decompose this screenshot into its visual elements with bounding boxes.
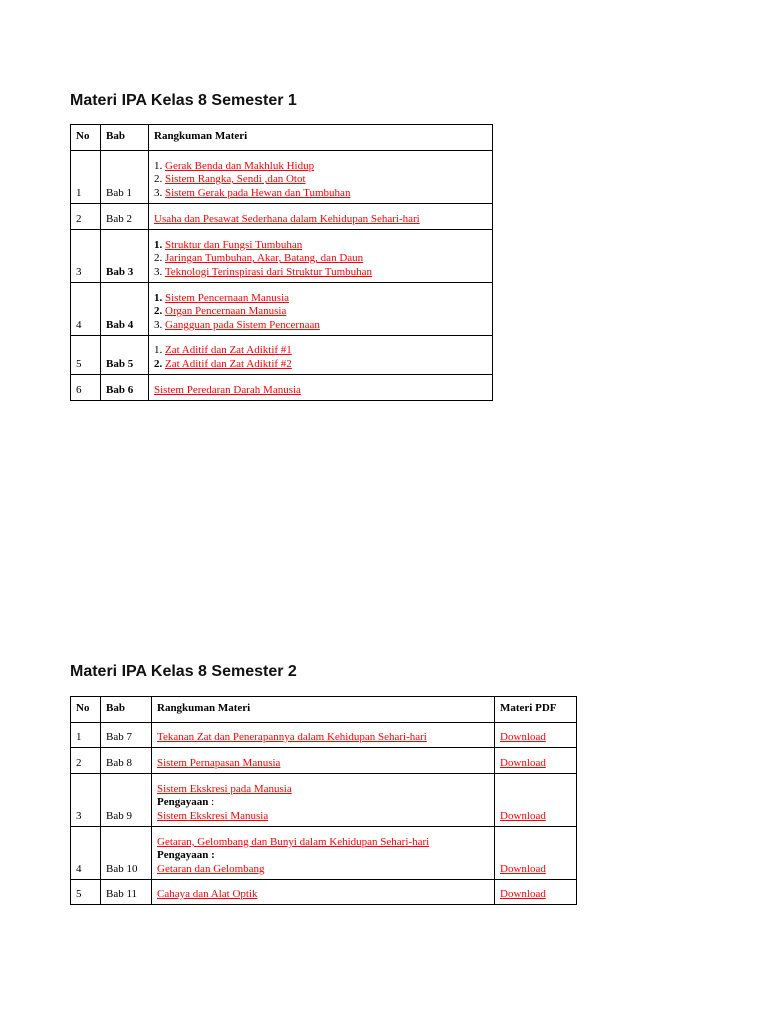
list-item — [154, 173, 487, 186]
item-prefix: 3. — [154, 318, 165, 331]
row-number: 1 — [71, 151, 101, 204]
table-row — [71, 204, 493, 230]
table-row — [71, 748, 577, 774]
semester-2-table — [70, 696, 577, 905]
material-link[interactable]: Gerak Benda dan Makhluk Hidup — [165, 159, 315, 172]
material-link[interactable]: Sistem Rangka, Sendi ,dan Otot — [165, 173, 306, 186]
item-prefix: 2. — [154, 357, 165, 370]
pdf-cell — [495, 748, 577, 774]
enrichment-label: Pengayaan — [157, 796, 209, 809]
semester-2-title: Materi IPA Kelas 8 Semester 2 — [70, 663, 297, 680]
item-prefix: 3. — [154, 186, 165, 199]
semester-1-table — [70, 124, 493, 401]
chapter-label: Bab 3 — [101, 230, 149, 283]
material-link[interactable]: Sistem Peredaran Darah Manusia — [154, 383, 301, 396]
list-item — [154, 358, 487, 371]
item-prefix: 1. — [154, 344, 165, 357]
summary-cell — [149, 283, 493, 336]
header-pdf: Materi PDF — [495, 697, 577, 723]
material-link[interactable]: Teknologi Terinspirasi dari Struktur Tumbuhan — [164, 265, 373, 278]
chapter-label: Bab 7 — [101, 723, 152, 748]
enrichment-label: Pengayaan : — [157, 849, 215, 862]
material-link[interactable]: Sistem Pernapasan Manusia — [157, 756, 281, 769]
summary-cell — [149, 336, 493, 375]
list-item — [154, 292, 487, 305]
material-link[interactable]: Struktur dan Fungsi Tumbuhan — [165, 238, 303, 251]
download-link[interactable]: Download — [500, 730, 546, 743]
material-link[interactable]: Gangguan pada Sistem Pencernaan — [165, 318, 320, 331]
semester-1-title: Materi IPA Kelas 8 Semester 1 — [70, 92, 297, 109]
chapter-label: Bab 8 — [101, 748, 152, 774]
chapter-label: Bab 11 — [101, 880, 152, 905]
download-link[interactable]: Download — [500, 887, 546, 900]
chapter-label: Bab 2 — [101, 204, 149, 230]
list-item — [154, 305, 487, 318]
material-link[interactable]: Cahaya dan Alat Optik — [157, 887, 258, 900]
table-row — [71, 827, 577, 880]
chapter-label: Bab 6 — [101, 375, 149, 401]
table-row — [71, 283, 493, 336]
material-link[interactable]: Sistem Gerak pada Hewan dan Tumbuhan — [165, 186, 351, 199]
chapter-label: Bab 10 — [101, 827, 152, 880]
enrichment-line — [157, 849, 489, 862]
table-row — [71, 723, 577, 748]
header-bab: Bab — [101, 697, 152, 723]
download-link[interactable]: Download — [500, 809, 546, 822]
row-number: 3 — [71, 774, 101, 827]
row-number: 2 — [71, 204, 101, 230]
pdf-cell — [495, 880, 577, 905]
table-row — [71, 880, 577, 905]
row-number: 5 — [71, 336, 101, 375]
row-number: 1 — [71, 723, 101, 748]
summary-cell — [149, 204, 493, 230]
list-item — [154, 213, 487, 226]
row-number: 3 — [71, 230, 101, 283]
item-prefix: 2. — [154, 252, 165, 265]
item-prefix: 1. — [154, 238, 165, 251]
material-link[interactable]: Sistem Ekskresi pada Manusia — [157, 782, 292, 795]
item-prefix: 1. — [154, 291, 165, 304]
table-header-row — [71, 697, 577, 723]
header-rangkuman: Rangkuman Materi — [149, 125, 493, 151]
summary-cell — [149, 151, 493, 204]
row-number: 5 — [71, 880, 101, 905]
list-item — [154, 252, 487, 265]
list-item — [154, 187, 487, 200]
enrichment-colon: : — [208, 796, 215, 809]
table-row — [71, 336, 493, 375]
chapter-label: Bab 1 — [101, 151, 149, 204]
list-item — [154, 266, 487, 279]
table-row — [71, 375, 493, 401]
item-prefix: 1. — [154, 159, 165, 172]
table-row — [71, 151, 493, 204]
material-link[interactable]: Sistem Pencernaan Manusia — [165, 291, 290, 304]
download-link[interactable]: Download — [500, 862, 546, 875]
download-link[interactable]: Download — [500, 756, 546, 769]
enrichment-line — [157, 796, 489, 809]
item-prefix: 2. — [154, 173, 165, 186]
row-number: 6 — [71, 375, 101, 401]
table-row — [71, 230, 493, 283]
list-item — [154, 160, 487, 173]
row-number: 4 — [71, 827, 101, 880]
header-no: No — [71, 697, 101, 723]
material-link[interactable]: Zat Aditif dan Zat Adiktif #1 — [165, 344, 292, 357]
material-link[interactable]: Tekanan Zat dan Penerapannya dalam Kehidupan Sehari-hari — [157, 730, 427, 743]
material-link[interactable]: Zat Aditif dan Zat Adiktif #2 — [165, 357, 292, 370]
pdf-cell — [495, 723, 577, 748]
summary-cell — [152, 880, 495, 905]
summary-cell — [152, 774, 495, 827]
material-link[interactable]: Jaringan Tumbuhan, Akar, Batang, dan Daun — [165, 252, 364, 265]
item-prefix: 3. — [154, 265, 165, 278]
chapter-label: Bab 5 — [101, 336, 149, 375]
item-prefix: 2. — [154, 305, 165, 318]
material-link[interactable]: Getaran, Gelombang dan Bunyi dalam Kehidupan Sehari-hari — [157, 835, 430, 848]
summary-cell — [152, 748, 495, 774]
pdf-cell — [495, 827, 577, 880]
summary-cell — [152, 723, 495, 748]
row-number: 4 — [71, 283, 101, 336]
row-number: 2 — [71, 748, 101, 774]
enrichment-link[interactable]: Getaran dan Gelombang — [157, 862, 265, 875]
enrichment-link[interactable]: Sistem Ekskresi Manusia — [157, 809, 269, 822]
list-item — [154, 319, 487, 332]
table-row — [71, 774, 577, 827]
list-item — [154, 239, 487, 252]
header-no: No — [71, 125, 101, 151]
header-bab: Bab — [101, 125, 149, 151]
summary-cell — [149, 375, 493, 401]
pdf-cell — [495, 774, 577, 827]
material-link[interactable]: Organ Pencernaan Manusia — [165, 305, 287, 318]
list-item — [154, 384, 487, 397]
summary-cell — [149, 230, 493, 283]
list-item — [154, 344, 487, 357]
material-link[interactable]: Usaha dan Pesawat Sederhana dalam Kehidupan Sehari-hari — [154, 212, 420, 225]
summary-cell — [152, 827, 495, 880]
table-header-row — [71, 125, 493, 151]
header-rangkuman: Rangkuman Materi — [152, 697, 495, 723]
chapter-label: Bab 4 — [101, 283, 149, 336]
chapter-label: Bab 9 — [101, 774, 152, 827]
